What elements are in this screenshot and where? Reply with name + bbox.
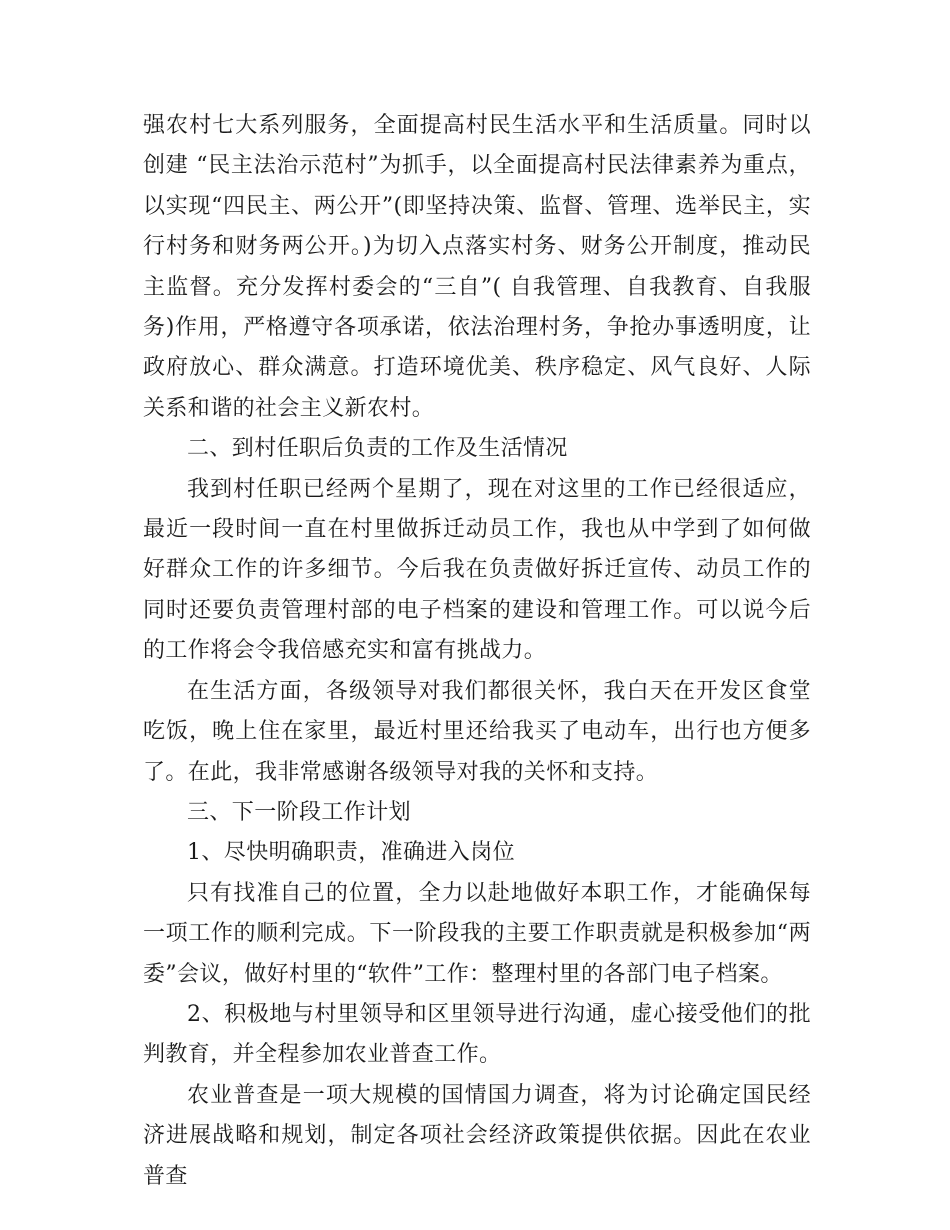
paragraph-duties-detail: 只有找准自己的位置，全力以赴地做好本职工作，才能确保每一项工作的顺利完成。下一阶段我的主要工作职责就是积极参加“两委”会议，做好村里的“软件”工作：整理村里的各部门电子档案。 (143, 880, 811, 987)
paragraph-life-status: 在生活方面，各级领导对我们都很关怀，我白天在开发区食堂吃饭，晚上住在家里，最近村里还给我买了电动车，出行也方便多了。在此，我非常感谢各级领导对我的关怀和支持。 (143, 678, 811, 785)
section-heading-next-plan: 三、下一阶段工作计划 (187, 799, 412, 825)
document-body (143, 106, 811, 1197)
subheading-clarify-duties: 1、尽快明确职责，准确进入岗位 (187, 840, 515, 866)
paragraph-rural-services: 强农村七大系列服务，全面提高村民生活水平和生活质量。同时以创建 “民主法治示范村”为抓手，以全面提高村民法律素养为重点，以实现“四民主、两公开”(即坚持决策、监督、管理、选举民主，实行村务和财务两公开。)为切入点落实村务、财务公开制度，推动民主监督。充分发挥村委会的“三自”( 自我管理、自我教育、自我服务)作用，严格遵守各项承诺，依法治理村务，争抢办事透明度，让政府放心、群众满意。打造环境优美、秩序稳定、风气良好、人际关系和谐的社会主义新农村。 (143, 113, 811, 421)
paragraph-agri-census: 农业普查是一项大规模的国情国力调查，将为讨论确定国民经济进展战略和规划，制定各项社会经济政策提供依据。因此在农业普查 (143, 1082, 811, 1189)
paragraph-work-status: 我到村任职已经两个星期了，现在对这里的工作已经很适应，最近一段时间一直在村里做拆迁动员工作，我也从中学到了如何做好群众工作的许多细节。今后我在负责做好拆迁宣传、动员工作的同时还要负责管理村部的电子档案的建设和管理工作。可以说今后的工作将会令我倍感充实和富有挑战力。 (143, 476, 811, 664)
paragraph-communicate: 2、积极地与村里领导和区里领导进行沟通，虚心接受他们的批判教育，并全程参加农业普查工作。 (143, 1001, 811, 1068)
section-heading-work-and-life: 二、到村任职后负责的工作及生活情况 (187, 436, 568, 462)
